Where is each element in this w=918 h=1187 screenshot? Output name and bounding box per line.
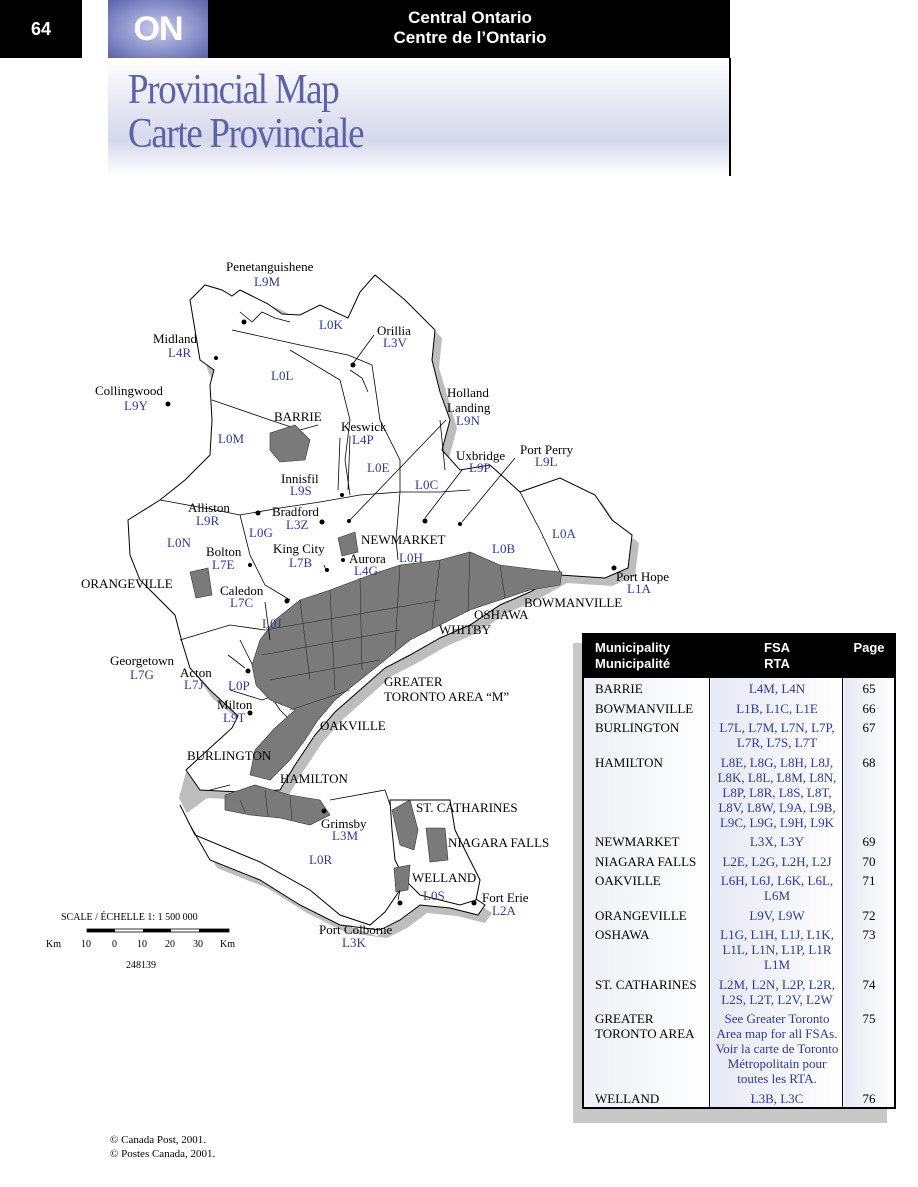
header-municipality-en: Municipality [595, 640, 671, 655]
place-label: Caledon [220, 583, 264, 598]
place-label: Fort Erie [482, 890, 529, 905]
scale-tick: 0 [112, 939, 117, 950]
row-municipality: BURLINGTON [595, 720, 680, 735]
fsa-label: L9R [196, 513, 220, 528]
row-municipality: GREATER TORONTO AREA [595, 1011, 695, 1041]
row-fsa: L1B, L1C, L1E [736, 701, 818, 716]
row-municipality: OAKVILLE [595, 873, 661, 888]
header-fsa [711, 640, 843, 672]
map-title-fr: Carte Provinciale [128, 111, 364, 157]
place-label: WELLAND [412, 870, 477, 885]
place-label: Acton [180, 665, 212, 680]
town-dot [256, 511, 261, 516]
fsa-label: L0R [309, 852, 333, 867]
place-label: Bradford [272, 504, 319, 519]
row-municipality: ORANGEVILLE [595, 908, 687, 923]
fsa-label: L9P [469, 460, 491, 475]
scale-bar [46, 911, 235, 971]
fsa-label: L9Y [124, 398, 148, 413]
row-page: 69 [862, 834, 876, 849]
place-label: NEWMARKET [361, 532, 446, 547]
row-municipality: NEWMARKET [595, 834, 680, 849]
fsa-label: L0N [167, 535, 191, 550]
fsa-label: L3K [342, 935, 366, 950]
fsa-label: L9L [535, 454, 558, 469]
copyright-fr: © Postes Canada, 2001. [110, 1148, 216, 1160]
scale-title: SCALE / ÉCHELLE 1: 1 500 000 [61, 912, 198, 923]
town-dot [248, 563, 252, 567]
fsa-label: L0J [262, 616, 282, 631]
row-fsa: L8E, L8G, L8H, L8J, L8K, L8L, L8M, L8N, L8P, L8R, L8S, L8T, L8V, L8W, L9A, L9B, L9C, L9G, L9H, L9K [717, 755, 837, 830]
fsa-label: L0A [552, 526, 576, 541]
place-label: Aurora [349, 551, 386, 566]
fsa-label: L9N [456, 413, 480, 428]
scale-unit-right: Km [220, 939, 235, 950]
place-label: WHITBY [439, 622, 491, 637]
fsa-label: L7E [212, 557, 235, 572]
place-label: Bolton [206, 544, 242, 559]
row-page: 68 [862, 755, 876, 770]
row-municipality: NIAGARA FALLS [595, 854, 697, 869]
row-page: 67 [862, 720, 876, 735]
place-label: Port Colborne [319, 922, 393, 937]
scale-tick: 10 [137, 939, 147, 950]
row-municipality: OSHAWA [595, 927, 650, 942]
fsa-label: L7C [230, 595, 254, 610]
fsa-label: L2A [492, 903, 516, 918]
header-municipality-fr: Municipalité [595, 656, 671, 671]
scale-tick: 30 [193, 939, 203, 950]
row-fsa: L2M, L2N, L2P, L2R, L2S, L2T, L2V, L2W [719, 977, 835, 1007]
header-fsa-en: FSA [764, 640, 790, 655]
fsa-label: L0B [492, 541, 516, 556]
town-dot [246, 669, 251, 674]
row-page: 71 [862, 873, 876, 888]
fsa-label: L0G [249, 525, 273, 540]
town-dot [423, 519, 428, 524]
page-number: 64 [0, 0, 82, 58]
municipality-table [582, 633, 896, 1109]
province-badge: ON [108, 0, 208, 58]
row-page: 72 [862, 908, 876, 923]
fsa-label: L0K [319, 317, 343, 332]
fsa-label: L4P [352, 432, 374, 447]
town-dot [214, 356, 218, 360]
town-dot [458, 522, 462, 526]
town-dot [398, 901, 403, 906]
scale-tick: 20 [165, 939, 175, 950]
row-page: 75 [862, 1011, 876, 1026]
header-page: Page [853, 640, 885, 655]
row-municipality: BOWMANVILLE [595, 701, 694, 716]
fsa-label: L4R [168, 345, 192, 360]
place-label: TORONTO AREA “M” [384, 689, 510, 704]
fsa-label: L0S [423, 888, 445, 903]
header-municipality [595, 640, 670, 672]
place-label: Innisfil [281, 471, 319, 486]
copyright-en: © Canada Post, 2001. [110, 1134, 207, 1146]
town-dot [472, 901, 477, 906]
place-label: Orillia [377, 323, 411, 338]
scale-bar-segment [143, 929, 171, 932]
fsa-label: L0H [399, 550, 423, 565]
municipality-column-bg [584, 678, 710, 1107]
row-page: 76 [862, 1091, 876, 1106]
page-column-bg [844, 678, 894, 1107]
place-label: ST. CATHARINES [416, 800, 518, 815]
scale-bar-segment [87, 929, 115, 932]
fsa-label: L0P [228, 678, 250, 693]
town-dot [166, 402, 171, 407]
town-dot [320, 520, 325, 525]
fsa-label: L4G [354, 563, 378, 578]
region-title-fr: Centre de l’Ontario [393, 28, 547, 47]
place-label: Keswick [341, 419, 387, 434]
row-fsa: L4M, L4N [748, 681, 806, 696]
row-municipality: WELLAND [595, 1091, 660, 1106]
scale-unit-left: Km [46, 939, 61, 950]
place-label: King City [273, 541, 325, 556]
place-label: Port Hope [616, 569, 670, 584]
fsa-label: L7G [130, 667, 154, 682]
header-fsa-fr: RTA [764, 656, 790, 671]
row-page: 74 [862, 977, 876, 992]
fsa-label: L9S [290, 483, 312, 498]
row-fsa: L1G, L1H, L1J, L1K, L1L, L1N, L1P, L1R L1M [720, 927, 834, 972]
row-fsa: L6H, L6J, L6K, L6L, L6M [720, 873, 834, 903]
place-label: Alliston [188, 500, 230, 515]
fsa-label: L9T [223, 710, 246, 725]
place-label: Collingwood [95, 383, 163, 398]
place-label: Georgetown [110, 653, 175, 668]
row-fsa: See Greater Toronto Area map for all FSAs. Voir la carte de Toronto Métropolitain pour toutes les RTA. [715, 1011, 839, 1086]
row-municipality: HAMILTON [595, 755, 663, 770]
town-dot [242, 320, 247, 325]
fsa-label: L0M [218, 431, 244, 446]
fsa-label: L3V [383, 335, 407, 350]
row-fsa: L9V, L9W [749, 908, 805, 923]
fsa-label: L7B [289, 555, 313, 570]
place-label: Midland [153, 331, 198, 346]
scale-tick: 10 [81, 939, 91, 950]
map-code: 248139 [126, 960, 156, 971]
place-label: GREATER [384, 674, 443, 689]
row-fsa: L3X, L3Y [749, 834, 805, 849]
copyright [110, 1133, 215, 1161]
town-dot [340, 493, 344, 497]
scale-bar-segment [199, 929, 229, 932]
row-fsa: L7L, L7M, L7N, L7P, L7R, L7S, L7T [719, 720, 835, 750]
place-label: NIAGARA FALLS [448, 835, 550, 850]
place-label: OSHAWA [474, 607, 529, 622]
row-fsa: L2E, L2G, L2H, L2J [722, 854, 832, 869]
row-page: 73 [862, 927, 876, 942]
place-label: OAKVILLE [320, 718, 386, 733]
place-label: Holland [447, 385, 489, 400]
place-label: Penetanguishene [226, 259, 314, 274]
row-page: 66 [862, 701, 876, 716]
place-label: Milton [217, 697, 253, 712]
row-page: 65 [862, 681, 876, 696]
town-dot [341, 558, 345, 562]
fsa-label: L7J [184, 677, 204, 692]
place-label: Landing [447, 400, 491, 415]
map-title-en: Provincial Map [128, 67, 339, 113]
place-label: Grimsby [321, 816, 367, 831]
place-label: BOWMANVILLE [524, 595, 623, 610]
fsa-label: L0E [367, 460, 390, 475]
fsa-label: L9M [254, 274, 280, 289]
fsa-label: L0L [271, 368, 294, 383]
row-fsa: L3B, L3C [750, 1091, 804, 1106]
row-municipality: BARRIE [595, 681, 643, 696]
place-label: BARRIE [274, 409, 322, 424]
fsa-label: L3Z [286, 517, 309, 532]
place-label: ORANGEVILLE [81, 576, 173, 591]
fsa-label: L3M [332, 828, 358, 843]
place-label: Port Perry [520, 442, 574, 457]
row-page: 70 [862, 854, 876, 869]
place-label: Uxbridge [456, 448, 506, 463]
row-municipality: ST. CATHARINES [595, 977, 697, 992]
fsa-label: L1A [627, 581, 651, 596]
table-header [584, 635, 894, 678]
region-title-en: Central Ontario [408, 8, 532, 27]
place-label: HAMILTON [280, 771, 348, 786]
town-dot [322, 809, 327, 814]
town-dot [285, 599, 290, 604]
fsa-label: L0C [415, 477, 439, 492]
place-label: BURLINGTON [187, 748, 272, 763]
